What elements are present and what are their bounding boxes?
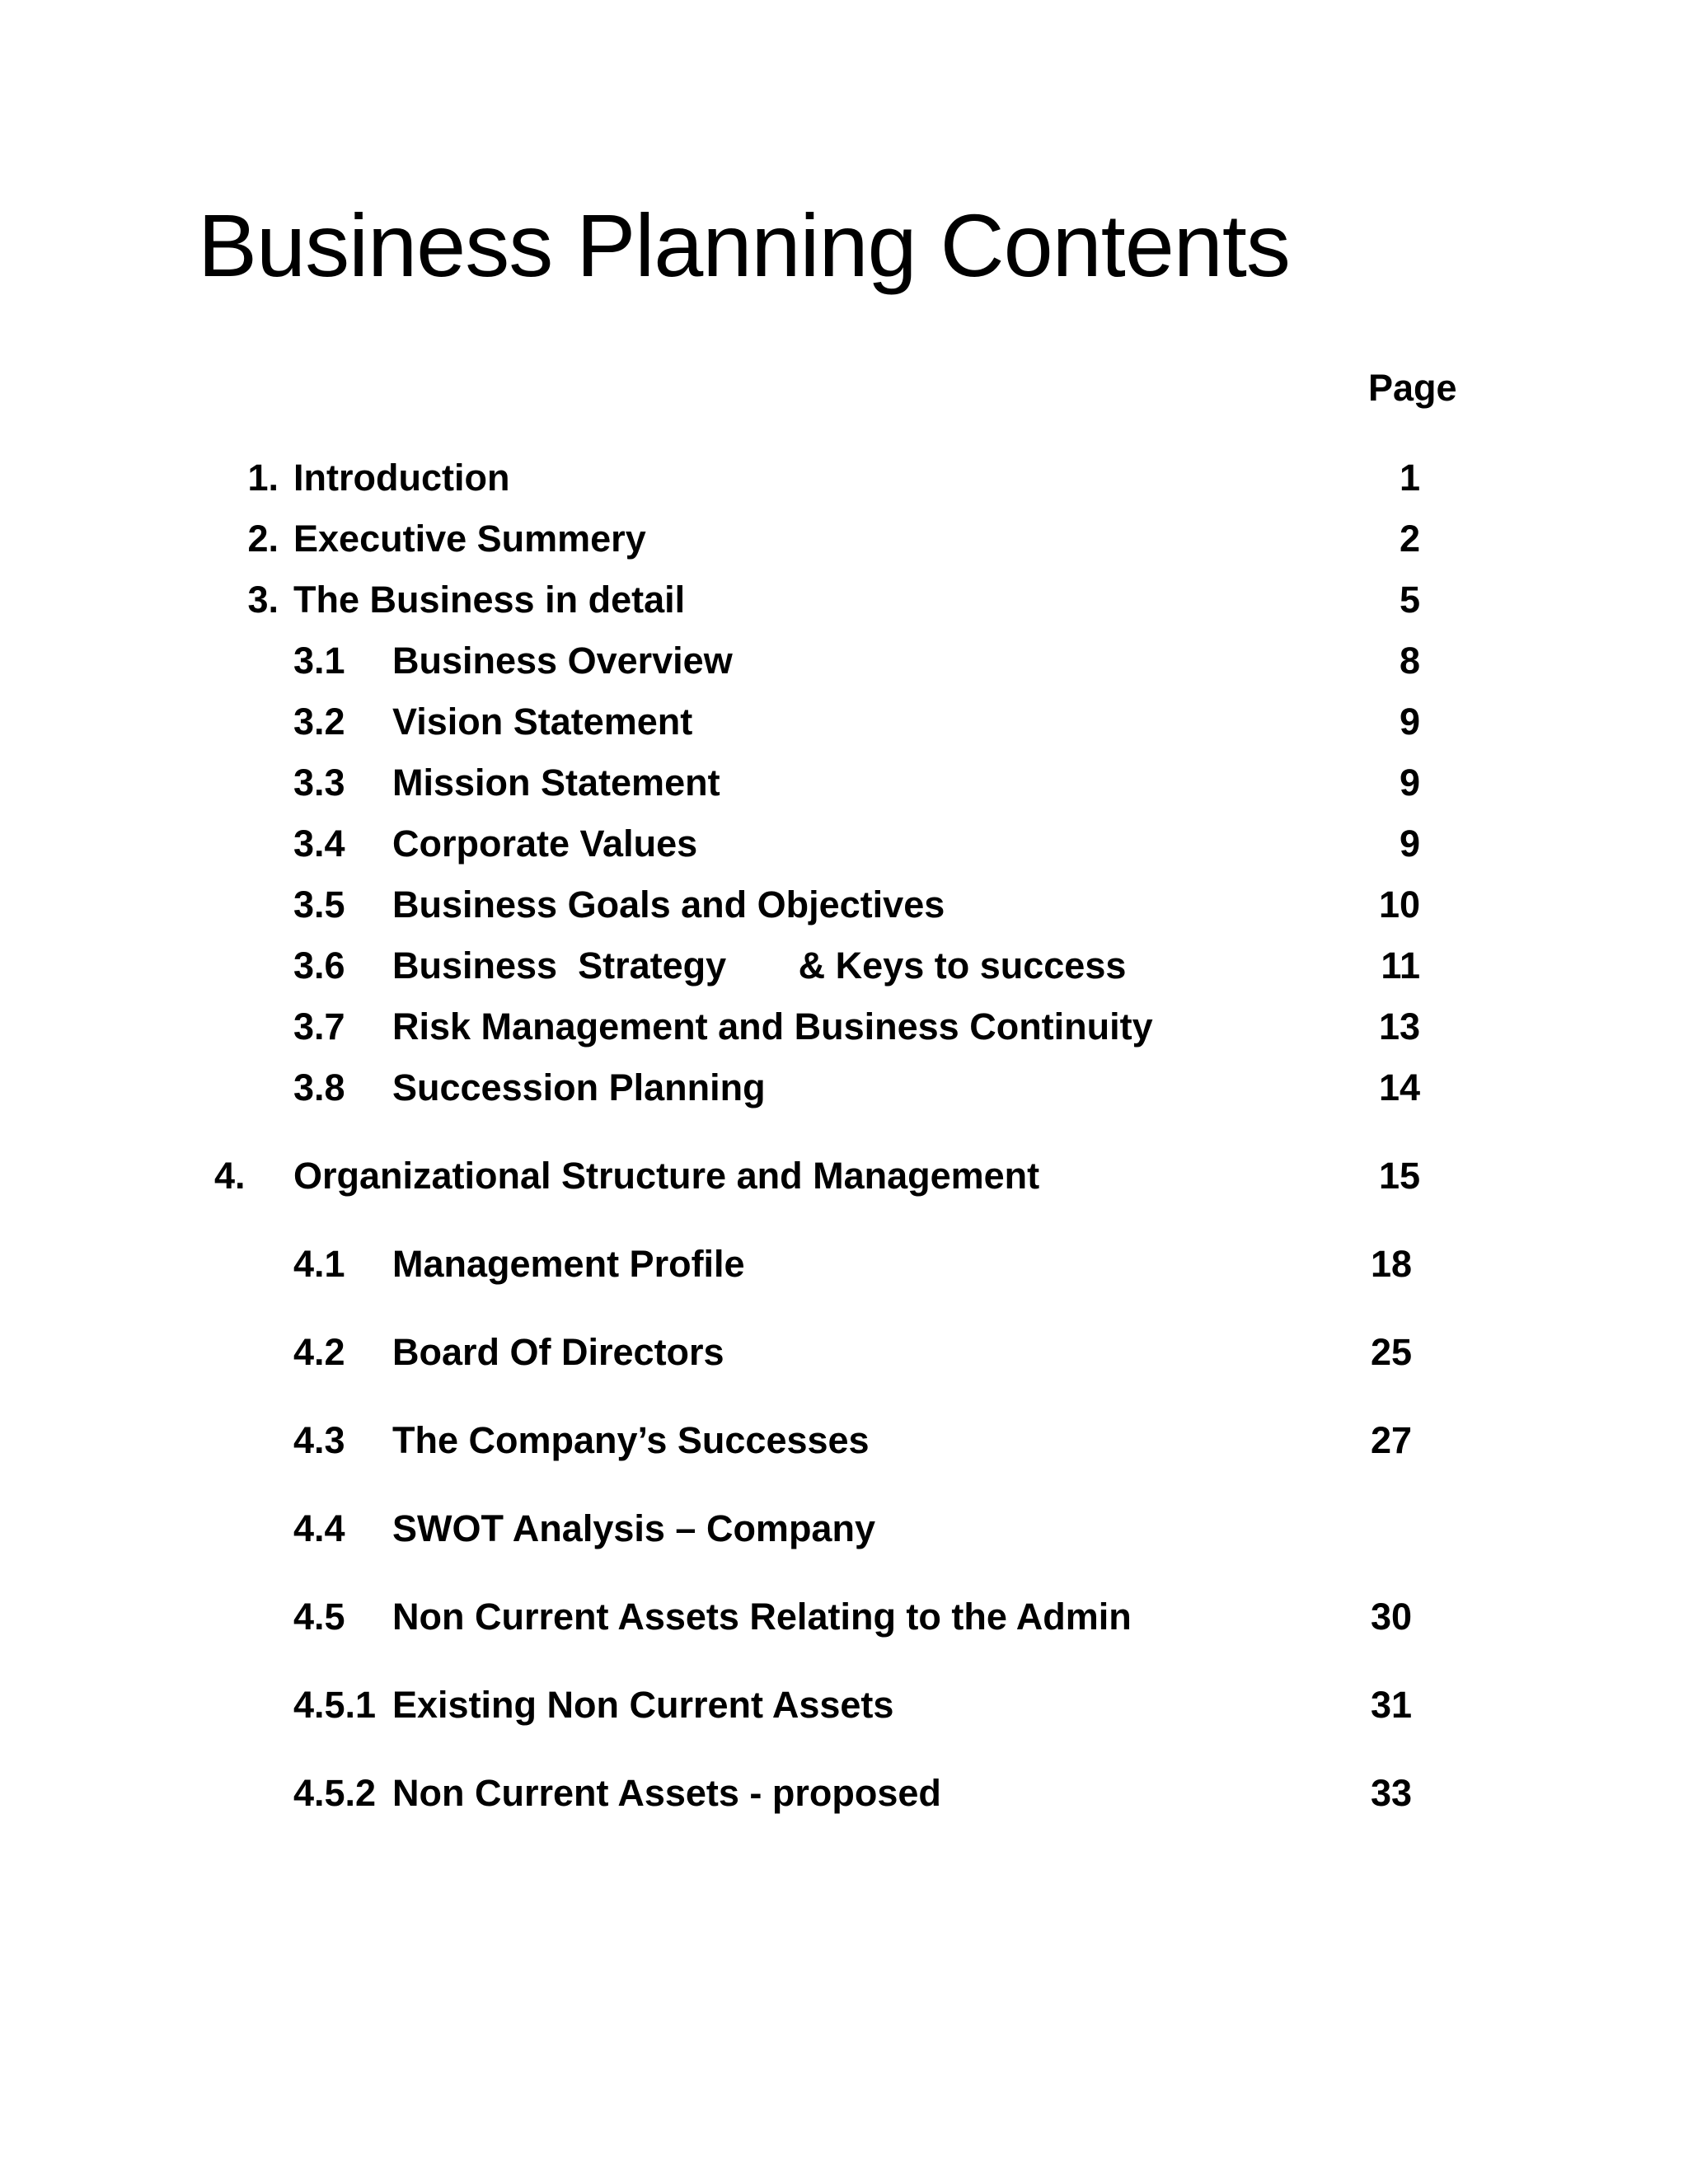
toc-entry-number: 3.2 (293, 701, 345, 743)
toc-entry-page: 14 (1378, 1066, 1420, 1108)
toc-entry (0, 1240, 1688, 1289)
toc-entry (0, 1592, 1688, 1642)
toc-entry (0, 1416, 1688, 1465)
toc-entry-label: SWOT Analysis – Company (392, 1507, 875, 1549)
toc-entry (0, 575, 1688, 625)
toc-entry (0, 1680, 1688, 1730)
toc-entry-number: 3.7 (293, 1005, 345, 1047)
toc-entry-number: 3.6 (293, 944, 345, 987)
toc-entry-page: 25 (1370, 1331, 1412, 1373)
toc-entry-number: 4.3 (293, 1419, 345, 1461)
toc-entry-label: Non Current Assets Relating to the Admin (392, 1596, 1132, 1638)
toc-entry-number: 4.1 (293, 1243, 345, 1285)
toc-entry-page: 8 (1399, 640, 1420, 682)
toc-entry-page: 31 (1370, 1684, 1412, 1726)
toc-entry-label: Non Current Assets - proposed (392, 1772, 941, 1814)
toc-entry-label: Existing Non Current Assets (392, 1684, 894, 1726)
toc-entry-label: Executive Summery (293, 518, 646, 560)
toc-entry-page: 30 (1370, 1596, 1412, 1638)
toc-entry-page: 10 (1378, 883, 1420, 926)
toc-entry-label: Corporate Values (392, 823, 698, 865)
toc-entry-label: The Company’s Successes (392, 1419, 870, 1461)
toc-entry-number: 3. (247, 579, 279, 621)
toc-entry (0, 514, 1688, 564)
toc-entry-label: Business Goals and Objectives (392, 883, 945, 926)
toc-entry-label: Risk Management and Business Continuity (392, 1005, 1153, 1047)
toc-entry-number: 3.1 (293, 640, 345, 682)
toc-entry-page: 9 (1399, 701, 1420, 743)
toc-entry-page: 27 (1370, 1419, 1412, 1461)
toc-entry (0, 819, 1688, 869)
toc-entry-page: 15 (1378, 1155, 1420, 1197)
toc-entry-label: Mission Statement (392, 762, 720, 804)
page-column-header: Page (1368, 367, 1457, 409)
toc-entry-number: 3.3 (293, 762, 345, 804)
toc-entry-label: Business Strategy & Keys to success (392, 944, 1127, 987)
toc-entry-page: 18 (1370, 1243, 1412, 1285)
toc-entry-label: Board Of Directors (392, 1331, 724, 1373)
toc-entry-number: 2. (247, 518, 279, 560)
toc-entry (0, 697, 1688, 747)
toc-entry-page: 13 (1378, 1005, 1420, 1047)
toc-entry (0, 1504, 1688, 1554)
toc-entry-label: The Business in detail (293, 579, 686, 621)
toc-entry-number: 4.5.2 (293, 1772, 377, 1814)
toc-entry-number: 3.5 (293, 883, 345, 926)
toc-entry-page: 33 (1370, 1772, 1412, 1814)
toc-entry-number: 4.2 (293, 1331, 345, 1373)
toc-entry (0, 453, 1688, 503)
toc-entry-page: 9 (1399, 762, 1420, 804)
toc-entry-page: 5 (1399, 579, 1420, 621)
toc-entry-page: 2 (1399, 518, 1420, 560)
toc-entry-number: 3.8 (293, 1066, 345, 1108)
page-title: Business Planning Contents (198, 195, 1290, 295)
toc-entry-page: 11 (1381, 944, 1420, 987)
toc-entry (0, 758, 1688, 808)
toc-entry-label: Organizational Structure and Management (293, 1155, 1040, 1197)
toc-entry-number: 4.5 (293, 1596, 345, 1638)
toc-entry (0, 1151, 1688, 1201)
toc-entry (0, 1002, 1688, 1052)
toc-entry (0, 1769, 1688, 1818)
toc-entry (0, 1328, 1688, 1377)
toc-entry-number: 1. (247, 457, 279, 499)
toc-entry-number: 4.5.1 (293, 1684, 377, 1726)
toc-entry-label: Vision Statement (392, 701, 693, 743)
toc-entry-label: Management Profile (392, 1243, 745, 1285)
toc-entry-page: 9 (1399, 823, 1420, 865)
toc-entry-page: 1 (1399, 457, 1420, 499)
toc-entry-label: Business Overview (392, 640, 733, 682)
toc-entry-label: Introduction (293, 457, 510, 499)
toc-entry-number: 4.4 (293, 1507, 345, 1549)
toc-entry-number: 3.4 (293, 823, 345, 865)
toc-entry (0, 880, 1688, 930)
toc-entry-number: 4. (214, 1155, 246, 1197)
toc-entry (0, 636, 1688, 686)
toc-entry-label: Succession Planning (392, 1066, 766, 1108)
toc-entry (0, 1063, 1688, 1113)
toc-entry (0, 941, 1688, 991)
